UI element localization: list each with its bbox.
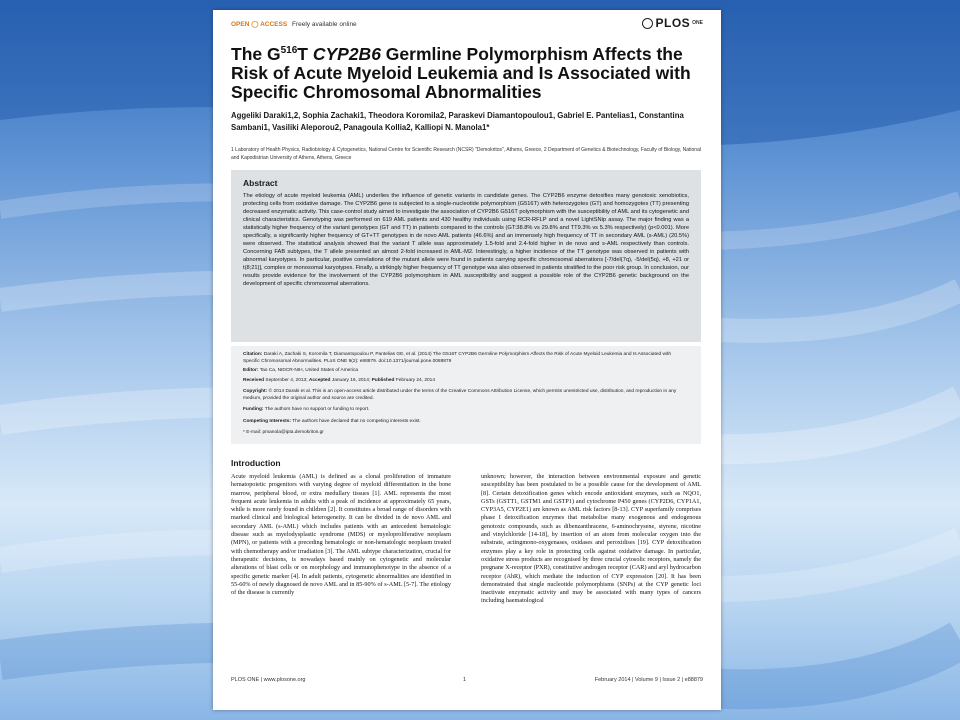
paper-page bbox=[213, 10, 721, 710]
page-header bbox=[231, 14, 703, 32]
editor: Editor: Tao Ca, NIDCR-NIH, United States of America bbox=[243, 368, 359, 373]
dates: Received September 4, 2013; Accepted January 16, 2014; Published February 24, 2014 bbox=[243, 378, 436, 383]
page-footer bbox=[231, 677, 703, 687]
email: * E-mail: pmanola@ipta.demokritos.gr bbox=[243, 430, 324, 435]
article-metadata bbox=[231, 346, 701, 444]
freely-available-label: Freely available online bbox=[292, 21, 357, 28]
open-access-badge: OPEN ◯ ACCESS Freely available online bbox=[231, 21, 357, 28]
introduction-heading: Introduction bbox=[231, 458, 281, 468]
paper-title: The $G^{516}T$ CYP2B6 Germline Polymorphism Affects the Risk of Acute Myeloid Leukemia and Is Associated with Specific Chromosomal Abnormalities bbox=[231, 43, 691, 102]
affiliations: 1 Laboratory of Health Physics, Radiobiology & Cytogenetics, National Centre for Scientific Research (NCSR) "Demokritos", Athens, Greece, 2 Department of Genetics & Biotechnology, Faculty of Biology, National and Kapodistrian University of Athens, Athens, Greece bbox=[231, 147, 701, 161]
abstract-box bbox=[231, 170, 701, 342]
footer-journal: PLOS ONE | www.plosone.org bbox=[231, 677, 306, 683]
author-list: Aggeliki Daraki1,2, Sophia Zachaki1, Theodora Koromila2, Paraskevi Diamantopoulou1, Gabriel E. Pantelias1, Constantina Sambani1, Vasiliki Aleporou2, Panagoula Kollia2, Kalliopi N. Manola1* bbox=[231, 111, 684, 132]
competing-interests: Competing Interests: The authors have declared that no competing interests exist. bbox=[243, 419, 421, 424]
abstract-heading: Abstract bbox=[243, 178, 278, 188]
footer-issue: February 2014 | Volume 9 | Issue 2 | e88879 bbox=[594, 677, 703, 683]
copyright: Copyright: © 2014 Daraki et al. This is an open-access article distributed under the terms of the Creative Commons Attribution License, which permits unrestricted use, distribution, and reproduction in any medium, provided the original author and source are credited. bbox=[243, 389, 677, 401]
intro-right-column: unknown; however, the interaction between environmental exposure and genetic susceptibility has been postulated to be a possible cause for the development of AML [8]. Certain detoxification genes which encode antioxidant enzymes, such as NQO1, GSTs (GSTT1, GSTM1 and GSTP1) and cytochrome P450 genes (CYP2D6, CYP1A1, CYP3A5, CYP2E1) are known as AML risk factors [8-13]. CYP superfamily comprises phase I detoxification enzymes that metabolise many exogenous and endogenous genotoxic compounds, such as dibenzanthracene, 6-aminochrysene, styrene, nicotine and vinylchloride [14-18], by insertion of an atom from molecular oxygen into the substrate, actingmono-oxygenases, oxidases and peroxidises [19]. CYP detoxification enzymes play a key role in protecting cells against oxidative damage. In particular, oxidative stress products are recognised by three crucial cytosolic receptors, namely the pregnane X-receptor (PXR), constitutive androgen receptor (CAR) and aryl hydrocarbon receptor (AhR), which mediate the induction of CYP expression [20]. It has been demonstrated that single nucleotide polymorphisms (SNPs) at the CYP genetic loci inactivate enzymatic activity and may be associated with many types of cancers including haematological bbox=[481, 473, 701, 605]
funding: Funding: The authors have no support or funding to report. bbox=[243, 407, 370, 412]
intro-left-column: Acute myeloid leukemia (AML) is defined as a clonal proliferation of immature hematopoietic progenitors with varying degree of myeloid differentiation in the bone marrow, peripheral blood, or extra medullary tissues [1]. AML represents the most frequent acute leukemia in adults with a peak of incidence at approximately 65 years, while is more rarely found in children [2]. It constitutes a broad range of disorders with marked clinical and biological heterogeneity. It can be divided in de novo AML and secondary AML (s-AML) which includes patients with an antecedent hematologic disease such as myelodysplastic syndrome (MDS) or myeloproliferative neoplasm (MPN), or patients with a preceding hematologic or non-hematologic neoplasm treated with chemotherapy and/or irradiation [3]. The AML subtype characterization, crucial for therapeutic decisions, is nowadays based mainly on cytogenetic and molecular alterations of blast cells or on morphology and immunophenotype in the absence of a specific genetic marker [4]. In adult patients, cytogenetic abnormalities are identified in 55-60% of newly diagnosed de novo AML and in 85-90% of s-AML [5-7]. The etiology of the disease is currently bbox=[231, 473, 451, 597]
open-access-icon: ◯ bbox=[251, 21, 259, 28]
footer-page-number: 1 bbox=[463, 677, 467, 683]
plos-logo-icon bbox=[642, 18, 653, 29]
citation: Citation: Daraki A, Zachaki S, Koromila T, Diamantopoulou P, Pantelias GE, et al. (2014) The G516T CYP2B6 Germline Polymorphism Affects the Risk of Acute Myeloid Leukemia and Is Associated with Specific Chromosomal Abnormalities. PLoS ONE 9(2): e88879. doi:10.1371/journal.pone.0088879 bbox=[243, 352, 672, 364]
journal-logo: PLOS ONE bbox=[642, 16, 703, 30]
abstract-text: The etiology of acute myeloid leukemia (AML) underlies the influence of genetic variants in candidate genes. The CYP2B6 enzyme detoxifies many genotoxic xenobiotics, protecting cells from oxidative damage. The CYP2B6 gene is subjected to a single-nucleotide polymorphism (G516T) with heterozygotes (GT) and homozygotes (TT) presenting decreased enzymatic activity. This case-control study aimed to investigate the association of CYP2B6 G516T polymorphism with the susceptibility of AML and its cytogenetic and clinical characteristics. Genotyping was performed on 619 AML patients and 430 healthy individuals using RCR-RFLP and a novel LightSNip assay. The major finding was a statistically higher frequency of the variant genotypes (GT and TT) in patients compared to the controls (GT:38.8% vs 29.8% and TT9.3% vs 5.3% respectively) (p<0.001). More specifically, a significantly higher frequency of GT+TT genotypes in de novo AML patients (46.6%) and an immensely high frequency of TT in secondary AML (s-AML) (20.5%) were observed. The statistical analysis showed that the variant T allele was approximately 1.5-fold and 2.4-fold higher in de novo and s-AML respectively than controls. Concerning FAB subtypes, the T allele presented an almost 2-fold increased in AML-M2. Interestingly, a higher incidence of the TT genotype was observed in patients with abnormal karyotypes. In particular, positive correlations of the mutant allele were found in patients carrying specific chromosomal aberrations [-7/del(7q), -5/del(5q), +8, +21 or t(8;21)], complex or monosomal karyotypes. Finally, a strikingly higher frequency of TT genotype was also observed in patients stratified to the poor risk group. In conclusion, our results provide evidence for the involvement of the CYP2B6 polymorphism in AML susceptibility and suggest a possible role of the CYP2B6 genetic background on the development of specific chromosomal aberrations. bbox=[243, 193, 689, 287]
